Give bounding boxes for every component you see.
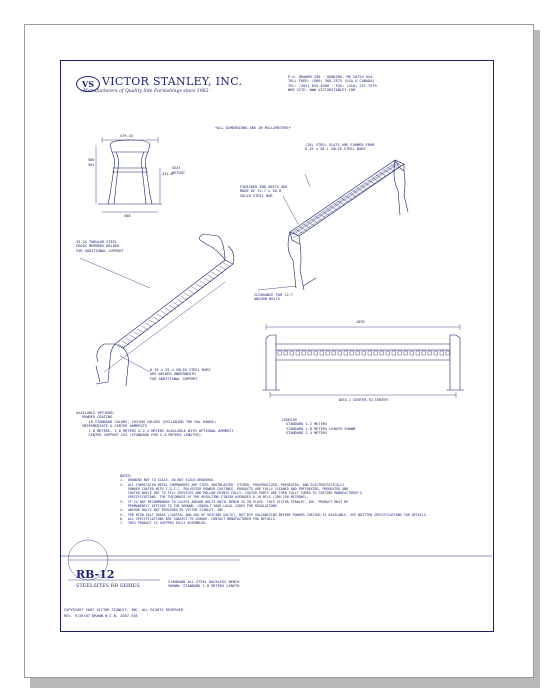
seat-height-dim: 431.8 [162, 172, 173, 176]
revision-text: REV. 9/28/07 DRAWN N.C.N. 2007-538 [64, 614, 138, 618]
slat-section [314, 351, 318, 355]
slat-section [356, 351, 360, 355]
slat-section [440, 351, 444, 355]
slat-section [338, 351, 342, 355]
note-item: 4. ANCHOR BOLTS NOT PROVIDED BY VICTOR STANLEY, INC. [120, 508, 226, 513]
note-item: 5. FOR HIGH SALT AREAS (COASTAL AND USE OF DEICING SALTS), HOT DIP GALVANIZING BEFORE POWDER COATING IS AVAILABLE, SEE WRITTEN SPECIFICATIONS FOR DETAILS. [120, 512, 428, 517]
slat-line [307, 222, 314, 226]
slat-line [134, 332, 141, 336]
clearance-callout: CLEARANCE FOR 12.7 ANCHOR BOLTS [254, 293, 293, 302]
slat-line [141, 326, 148, 330]
slat-section [392, 351, 396, 355]
slat-section [290, 351, 294, 355]
option-item: POWDER COATING [82, 415, 113, 420]
logo-mark: VS [76, 76, 100, 92]
address-line: TEL: (301) 855-8300 · FAX: (410) 257-7579 [288, 83, 377, 88]
slat-line [130, 335, 137, 339]
slat-section [374, 351, 378, 355]
lengths-title: LENGTHS [282, 418, 298, 422]
slat-line [173, 302, 180, 306]
slat-section [398, 351, 402, 355]
options-block [76, 411, 233, 437]
model-number: RB-12 [76, 568, 115, 581]
company-name: VICTOR STANLEY, INC. [102, 75, 243, 88]
product-description: STANDARD ALL STEEL BACKLESS BENCH SHOWN: STANDARD 1.8 METERS LENGTH [168, 580, 240, 589]
slat-line [212, 272, 219, 276]
slat-section [320, 351, 324, 355]
isometric-bench-right [258, 160, 408, 290]
slat-line [180, 296, 187, 300]
options-title: AVAILABLE OPTIONS: [76, 411, 115, 415]
center-to-center-dim: 1854.2 CENTER-TO-CENTER [338, 398, 388, 402]
slat-line [165, 308, 172, 312]
slat-line [216, 269, 223, 273]
slat-section [344, 351, 348, 355]
slat-line [223, 263, 230, 267]
seat-height-label: SEAT [172, 166, 181, 170]
end-height-outer-dim: 586 [88, 158, 95, 162]
address-line: TOLL FREE: (800) 368-2573 (USA & CANADA) [288, 79, 375, 84]
length-item: STANDARD 1.8 METERS LENGTH SHOWN [286, 426, 356, 431]
slat-section [428, 351, 432, 355]
slat-section [284, 351, 288, 355]
slat-section [308, 351, 312, 355]
slat-line [292, 232, 299, 236]
website-link[interactable]: WEB SITE: WWW.VICTORSTANLEY.COM [288, 88, 356, 93]
slat-section [302, 351, 306, 355]
copyright-text: COPYRIGHT 2007 VICTOR STANLEY, INC. ALL RIGHTS RESERVED [64, 608, 183, 612]
end-width-dim: 479.43 [120, 134, 133, 138]
option-item: 1.8 METERS, 1.8 METERS & 2.4 METERS AVAILABLE WITH OPTIONAL ARMREST [82, 428, 234, 433]
slat-line [296, 229, 303, 233]
slat-line [149, 320, 156, 324]
slat-line [184, 293, 191, 297]
notes-block [120, 474, 428, 526]
company-tagline: - Manufacturers of Quality Site Furnishings since 1962 - [80, 89, 212, 94]
slat-line [200, 281, 207, 285]
base-width-dim: 508 [124, 214, 131, 218]
slat-line [169, 305, 176, 309]
tubular-callout: 33.34 TUBULAR STEEL CROSS MEMBERS WELDED FOR ADDITIONAL SUPPORT [76, 240, 124, 253]
slat-section [332, 351, 336, 355]
slat-section [350, 351, 354, 355]
slat-line [153, 317, 160, 321]
slat-section [362, 351, 366, 355]
slat-line [122, 341, 129, 345]
slat-line [311, 219, 318, 223]
slat-line [188, 290, 195, 294]
end-height-inner-dim: 564 [88, 163, 95, 167]
slat-line [192, 287, 199, 291]
note-item: 6. ALL SPECIFICATIONS ARE SUBJECT TO CHANGE. CONTACT MANUFACTURER FOR DETAILS. [120, 516, 277, 521]
note-item: 2. ALL FABRICATED METAL COMPONENTS ARE STEEL SHOTBLASTED, ETCHED, PHOSPHATIZED, PREHEATED, AND ELECTROSTATICALLY [120, 482, 345, 487]
slat-line [300, 227, 307, 231]
length-item: STANDARD 2.4 METERS [286, 431, 328, 436]
note-item: 7. THIS PRODUCT IS SHIPPED FULLY ASSEMBLED. [120, 521, 208, 526]
slat-section [404, 351, 408, 355]
slat-section [434, 351, 438, 355]
front-elevation-drawing [262, 324, 464, 398]
slat-line [138, 329, 145, 333]
note-item: SPECIFICATIONS. THE THICKNESS OF THE RESULTING FINISH AVERAGES 8-10 MILS (200-250 MICRONS). [120, 495, 309, 500]
note-item: PERMANENTLY AFFIXED TO THE GROUND. CONSULT YOUR LOCAL CODES FOR REGULATIONS. [120, 504, 279, 509]
slat-line [157, 314, 164, 318]
isometric-bench-left [80, 234, 234, 386]
slat-section [410, 351, 414, 355]
note-item: COATED WHILE HOT TO FILL CREVICES AND HOLLOW POINTS FULLY. COATED PARTS ARE THEN FULLY CURED TO COATING MANUFACTURER'S [120, 491, 363, 496]
slats-callout: (28) STEEL SLATS ARE FORMED FROM 6.35 x 38.1 SOLID STEEL BARS [305, 143, 375, 152]
overall-length-dim: 1895 [356, 320, 365, 324]
slat-line [145, 323, 152, 327]
slat-line [204, 278, 211, 282]
dimensions-note: *ALL DIMENSIONS ARE IN MILLIMETERS* [215, 126, 291, 130]
address-line: P.O. DRAWER 330 · DUNKIRK, MD 20754 USA [288, 75, 373, 79]
slat-line [303, 224, 310, 228]
slat-section [446, 351, 450, 355]
bars-callout: 6.35 x 25.4 SOLID STEEL BARS ARE WELDED UNDERNEATH FOR ADDITIONAL SUPPORT [150, 368, 211, 381]
product-series: STEELSITES RB SERIES [76, 583, 140, 589]
slat-line [219, 266, 226, 270]
slat-section [386, 351, 390, 355]
slat-section [422, 351, 426, 355]
option-item: INTERMEDIATE & CENTER ARMRESTS [82, 424, 147, 429]
slat-line [161, 311, 168, 315]
slat-section [368, 351, 372, 355]
seat-height-label-2: HEIGHT [172, 171, 185, 175]
option-item: CENTER SUPPORT LEG (STANDARD FOR 2.4 METERS LENGTHS) [82, 433, 201, 438]
notes-title: NOTES: [120, 474, 132, 478]
note-item: POWDER COATED WITH T.G.I.C. POLYESTER POWDER COATINGS. PRODUCTS ARE FULLY CLEANED AND PRETREATED, PREHEATED AND [120, 486, 349, 491]
slat-line [126, 338, 133, 342]
end-view-drawing [96, 137, 162, 212]
slat-section [326, 351, 330, 355]
slat-section [278, 351, 282, 355]
slat-section [416, 351, 420, 355]
end-units-callout: FINISHED END UNITS ARE MADE OF 12.7 x 50.8 SOLID STEEL BAR [240, 185, 288, 198]
option-item: 18 STANDARD COLORS, CUSTOM COLORS (EXCLUDING THE RAL RANGE) [82, 419, 217, 424]
slat-line [196, 284, 203, 288]
length-item: STANDARD 1.2 METERS [286, 422, 328, 427]
slat-line [177, 299, 184, 303]
slat-line [208, 275, 215, 279]
note-item: 3. IT IS NOT RECOMMENDED TO LOCATE ANCHOR BOLTS UNTIL BENCH IS IN PLACE. THIS VICTOR STANLEY, INC. PRODUCT MUST BE [120, 499, 349, 504]
slat-section [380, 351, 384, 355]
note-item: 1. DRAWING NOT TO SCALE. DO NOT SCALE DRAWINGS. [120, 478, 216, 483]
slat-section [296, 351, 300, 355]
lengths-block [282, 418, 355, 436]
